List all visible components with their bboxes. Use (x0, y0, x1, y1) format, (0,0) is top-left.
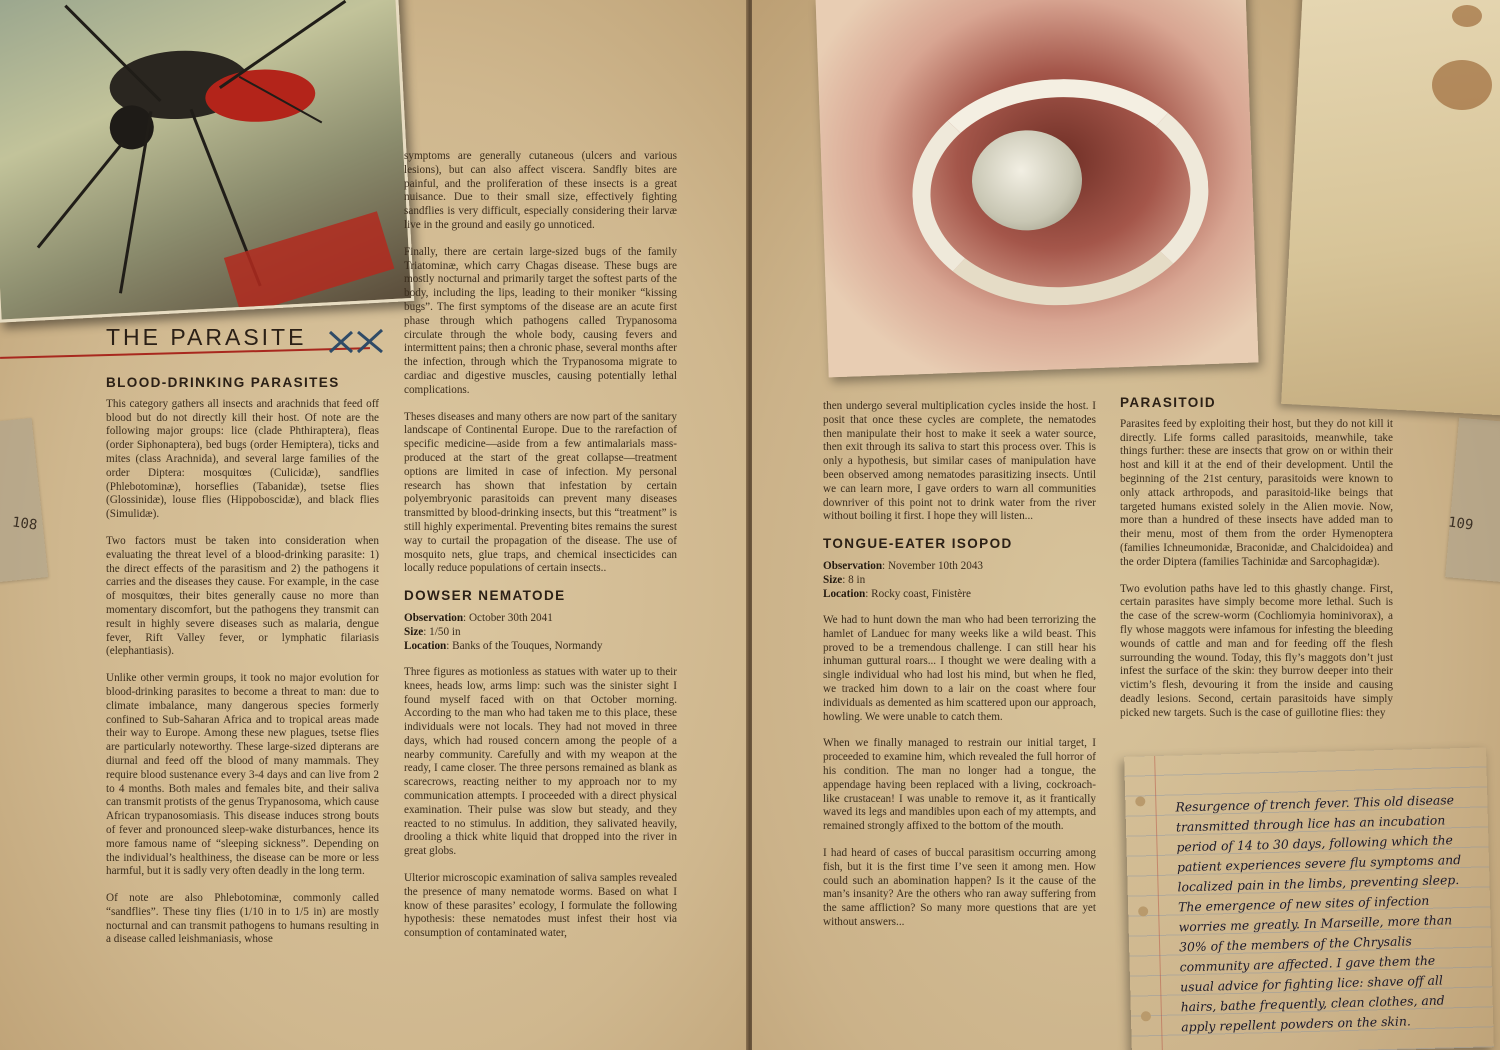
field-label: Observation (823, 559, 883, 572)
right-column-1 (823, 400, 1096, 943)
field-label: Size (823, 573, 843, 586)
section-heading-blood: BLOOD-DRINKING PARASITES (106, 375, 340, 390)
page-number: 108 (11, 514, 39, 534)
field-label: Location (404, 639, 447, 652)
paragraph: symptoms are generally cutaneous (ulcers and various lesions), but can also affect viscera. Sandfly bites are painful, and the proliferation of these insects is a great nuisance. Due to their small size, effectively fighting sandflies is very difficult, especially considering their larvæ live in the ground and easily go unnoticed. (404, 150, 677, 231)
paragraph: We had to hunt down the man who had been terrorizing the hamlet of Landuec for many weeks like a wild beast. This proved to be a tremendous challenge. I can still hear his inhuman guttural roars... I thought we were dealing with a single individual who had lost his mind, but when he fled, we tracked him down to a lair on the coast where four individuals as demented as him scattered upon our approach, howling. We were unable to catch them. (823, 613, 1096, 723)
field-value: : Banks of the Touques, Normandy (446, 639, 603, 652)
field-value: : October 30th 2041 (463, 611, 553, 624)
field-label: Size (404, 625, 424, 638)
paragraph: Two evolution paths have led to this ghastly change. First, certain parasites have simply become more lethal. Such is the case of the screw-worm (Cochliomyia hominivorax), a fly whose maggots were infamous for infesting the bleeding wounds of cattle and man and for feeding off the flesh surrounding the wound. Today, this fly’s maggots don’t just infest the surface of the skin: they burrow deeper into their victim’s flesh, devouring it from the inside and causing deadly lesions. Second, certain parasitoids have simply picked new targets. Such is the case of guillotine flies: they (1120, 582, 1393, 719)
note-text: Resurgence of trench fever. This old disease transmitted through lice has an incubation period of 14 to 30 days, following which the patient experiences severe flu symptoms and localized pain in the limbs, preventing sleep. The emergence of new sites of infection worries me greatly. In Marseille, more than 30% of the members of the Chrysalis community are affected. I gave them the usual advice for fighting lice: shave off all hairs, bathe frequently, clean clothes, and apply repellent powders on the skin. (1175, 792, 1462, 1035)
right-column-2 (1120, 392, 1393, 734)
paragraph: Theses diseases and many others are now part of the sanitary landscape of Continental Europe. Due to the rarefaction of specific medicine—aside from a few antimalarials mass-produced at the start of the great collapse—treatment options are limited in case of infection. My personal research has shown that infestation by certain polyembryonic parasitoids can prevent many diseases transmitted by blood-drinking insects, but this “treatment” is still highly experimental. Preventing bites remains the surest way to curtail the propagation of the disease. The use of mosquito nets, glue traps, and chemical insecticides can locally reduce populations of certain insects.. (404, 410, 677, 575)
field-value: : Rocky coast, Finistère (865, 587, 971, 600)
punch-hole (1141, 1011, 1151, 1021)
tape-strip (1445, 418, 1500, 583)
paragraph: Three figures as motionless as statues with water up to their knees, heads low, arms limp: such was the sinister sight I found myself faced with on that October morning. According to the man who had taken me to this place, these individuals were not locals. They had not moved in three days, which had roused concern among the people of a nearby community. Carefully and with my weapon at the ready, I came closer. The three persons remained as blank as scarecrows, reacting neither to my approach nor to my communication attempts. I proceeded with a direct physical examination. Their pulse was slow but steady, and they reacted to no stimulus. In addition, they salivated heavily, drooling a thick white liquid that dropped into the river in great globs. (404, 665, 677, 858)
note-margin-line (1154, 756, 1163, 1050)
observation-block (823, 559, 1096, 601)
field-value: : 1/50 in (423, 625, 461, 638)
section-heading-tongue: TONGUE-EATER ISOPOD (823, 536, 1013, 552)
punch-hole (1138, 906, 1148, 916)
stain-mark (1452, 5, 1482, 27)
section-heading-dowser: DOWSER NEMATODE (404, 588, 566, 604)
paragraph: Ulterior microscopic examination of saliva samples revealed the presence of many nematode worms. Based on what I know of these parasites’ ecology, I formulate the following hypothesis: these nematodes must infest their host via consumption of contaminated water, (404, 872, 677, 940)
paragraph: I had heard of cases of buccal parasitism occurring among fish, but it is the first time I’ve seen it among men. How could such an abomination happen? Is it the cause of the man’s insanity? Are the others who ran away suffering from the same affliction? So many more questions that are yet without answers... (823, 846, 1096, 928)
left-column-1 (106, 372, 379, 960)
paragraph: Finally, there are certain large-sized bugs of the family Triatominæ, which carry Chagas disease. These bugs are mostly nocturnal and primarily target the softest parts of the body, including the lips, leading to their moniker “kissing bugs”. The first symptoms of the disease are an acute first phase through which pathogens called Trypanosoma circulate through the whole body, causing fevers and intermittent pains; then a chronic phase, several months after the infection, through which the Trypanosoma migrate to cardiac and digestive muscles, causing potentially lethal complications. (404, 245, 677, 396)
xx-mark-icon (328, 326, 386, 356)
tape-strip (0, 418, 48, 582)
field-value: : 8 in (842, 573, 866, 586)
field-label: Observation (404, 611, 464, 624)
handwritten-note (1124, 747, 1494, 1050)
paragraph: Two factors must be taken into consideration when evaluating the threat level of a blood-drinking parasite: 1) the direct effects of the parasitism and 2) the pathogens it carries and the diseases they cause. For example, in the case of mosquitœs, their bites generally cause no more than momentary discomfort, but the pathogens they transmit can result in highly severe diseases such as malaria, dengue fever, Rift Valley fever, or lymphatic filariasis (elephantiasis). (106, 534, 379, 658)
paragraph: This category gathers all insects and arachnids that feed off blood but do not directly kill their host. Of note are the following major groups: lice (clade Phthiraptera), fleas (order Siphonaptera), bed bugs (order Hemiptera), ticks and mites (class Arachnida), and several large families of the order Diptera: mosquitœs (Culicidæ), sandflies (Phlebotominæ), horseflies (Tabanidæ), tsetse flies (Glossinidæ), louse flies (Hippoboscidæ), and black flies (Simulidæ). (106, 397, 379, 521)
page-number: 109 (1447, 514, 1475, 534)
field-value: : November 10th 2043 (882, 559, 984, 572)
paragraph: Unlike other vermin groups, it took no major evolution for blood-drinking parasites to become a threat to man: due to climate imbalance, many dangerous species formerly confined to Sub-Saharan Africa and to tropical areas made their way to Europe. Among these new plagues, tsetse flies are particularly noteworthy. These large-sized dipterans are diurnal and feed off the blood of many mammals. They require blood sustenance every 3-4 days and can live from 2 to 4 months. Both males and females bite, and their saliva can transmit protists of the genus Trypanosoma, which cause African trypanosomiasis. This disease induces strong bouts of fever and pronounced sleep-wake disturbances, hence its more famous name of “sleeping sickness”. Depending on the individual’s healthiness, the disease can be more or less harmful, but it is sadly very often deadly in the long term. (106, 672, 379, 878)
left-page (0, 0, 748, 1050)
field-label: Location (823, 587, 866, 600)
paragraph: Of note are also Phlebotominæ, commonly called “sandflies”. These tiny flies (1/10 in to 1/5 in) are mostly nocturnal and can transmit pathogens to humans resulting in a disease called leishmaniasis, whose (106, 892, 379, 946)
mouth-illustration (816, 0, 1259, 377)
stain-mark (1432, 60, 1492, 110)
paragraph: then undergo several multiplication cycles inside the host. I posit that once these cycles are complete, the nematodes then manipulate their host to make it seek a water source, then exit through its saliva to start this process over. This is only a hypothesis, but similar cases of manipulation have been observed among nematodes parasitizing insects. Until we can learn more, I gave orders to warn all communities downriver of this point not to drink water from the river without boiling it first. I hope they will listen... (823, 400, 1096, 523)
paragraph: Parasites feed by exploiting their host, but they do not kill it directly. Life forms called parasitoids, meanwhile, take things further: these are insects that grow on or within their host and kill it at the end of their development. Until the beginning of the 21st century, parasitoids were known to only attack arthropods, and parasitoid-like beings that targeted humans existed solely in the Alien movie. Now, more than a hundred of these insects have added man to their menu, most of them from the order Hymenoptera (families Ichneumonidæ, Braconidæ, and Chalcidoidea) and the order Diptera (families Tachinidæ and Sarcophagidæ). (1120, 417, 1393, 568)
page-title: THE PARASITE (106, 324, 307, 350)
section-heading-parasitoid: PARASITOID (1120, 395, 1217, 410)
punch-hole (1135, 796, 1145, 806)
observation-block (404, 611, 677, 653)
paragraph: When we finally managed to restrain our initial target, I proceeded to examine him, which revealed the full horror of his condition. The man no longer had a tongue, the appendage having been replaced with a living, cockroach-like crustacean! I was unable to remove it, as it frantically waved its legs and mandibles upon each of my attempts, and remained strongly affixed to the bottom of the mouth. (823, 737, 1096, 833)
left-column-2 (404, 150, 677, 954)
mosquito-illustration (0, 0, 414, 323)
